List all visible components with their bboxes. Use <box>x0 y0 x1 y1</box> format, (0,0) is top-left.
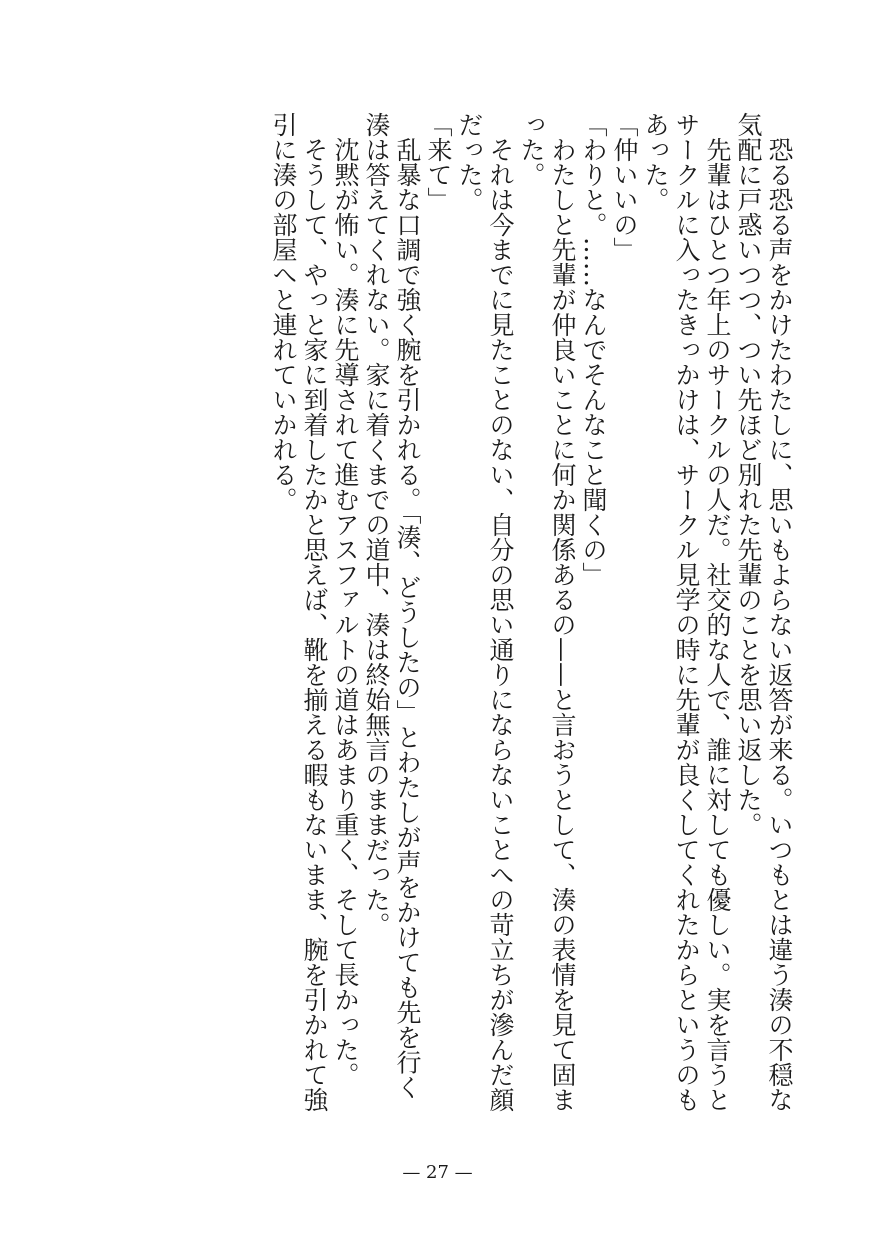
paragraph: そうして、やっと家に到着したかと思えば、靴を揃える暇もないまま、腕を引かれて強引に湊の部屋へと連れていかれる。 <box>269 112 329 1112</box>
paragraph: 先輩はひとつ年上のサークルの人だ。社交的な人で、誰に対しても優しい。実を言うとサークルに入ったきっかけは、サークル見学の時に先輩が良くしてくれたからというのもあった。 <box>641 112 732 1112</box>
page-number: — 27 — <box>402 1162 473 1183</box>
dialogue-line: 「わりと。……なんでそんなこと聞くの」 <box>579 112 608 587</box>
dialogue-line: 「来て」 <box>424 112 453 212</box>
paragraph: 沈黙が怖い。湊に先導されて進むアスファルトの道はあまり重く、そして長かった。 <box>331 137 360 1087</box>
dialogue-line: 「仲いいの」 <box>610 112 639 262</box>
paragraph: 乱暴な口調で強く腕を引かれる。「湊、どうしたの」とわたしが声をかけても先を行く湊は答えてくれない。家に着くまでの道中、湊は終始無言のままだった。 <box>362 112 422 1100</box>
paragraph: それは今までに見たことのない、自分の思い通りにならないことへの苛立ちが滲んだ顔だった。 <box>455 112 515 1112</box>
paragraph: わたしと先輩が仲良いことに何か関係あるの——と言おうとして、湊の表情を見て固まった。 <box>517 112 577 1112</box>
paragraph: 恐る恐る声をかけたわたしに、思いもよらない返答が来る。いつもとは違う湊の不穏な気配に戸惑いつつ、つい先ほど別れた先輩のことを思い返した。 <box>734 112 794 1112</box>
vertical-body-text <box>45 112 795 1122</box>
